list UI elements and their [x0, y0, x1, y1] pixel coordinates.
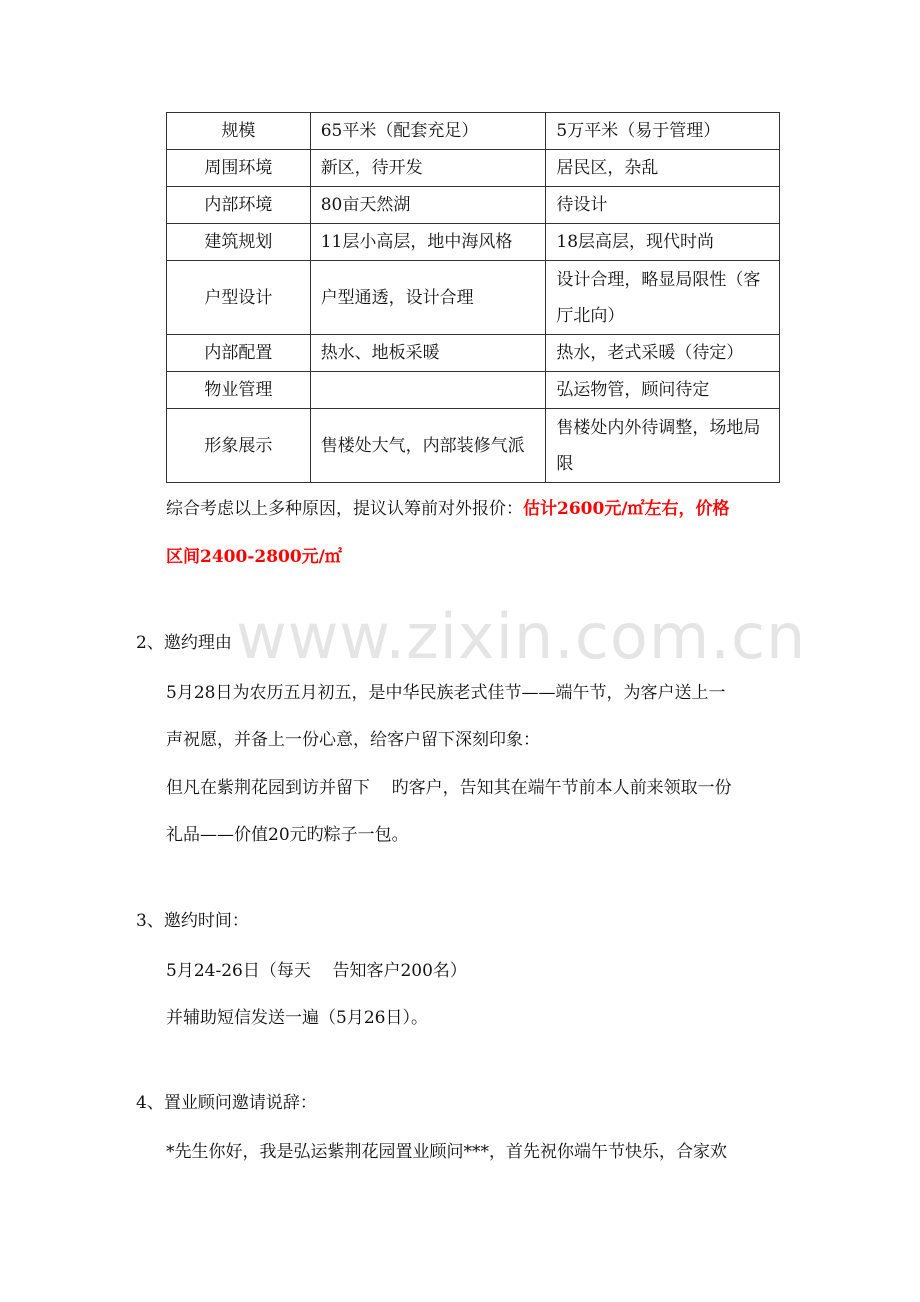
section-3-title: 3、邀约时间： — [136, 911, 249, 931]
row-label: 内部配置 — [167, 335, 311, 372]
section-4-line-1: *先生你好，我是弘运紫荆花园置业顾问***，首先祝你端午节快乐，合家欢 — [166, 1142, 727, 1162]
section-2-paragraph-1-line-1: 5月28日为农历五月初五，是中华民族老式佳节——端午节，为客户送上一 — [166, 683, 726, 703]
comparison-table — [166, 112, 780, 483]
row-label: 规模 — [167, 113, 311, 150]
table-row — [167, 335, 780, 372]
cell-project-b: 居民区，杂乱 — [546, 150, 780, 187]
cell-project-a: 户型通透，设计合理 — [310, 261, 546, 335]
price-estimate: 估计2600元/㎡左右，价格 — [523, 499, 730, 519]
cell-project-a: 新区，待开发 — [310, 150, 546, 187]
row-label: 物业管理 — [167, 372, 311, 409]
section-4-title: 4、置业顾问邀请说辞： — [136, 1093, 317, 1113]
row-label: 户型设计 — [167, 261, 311, 335]
row-label: 周围环境 — [167, 150, 311, 187]
section-3-line-2: 并辅助短信发送一遍（5月26日）。 — [166, 1008, 428, 1028]
table-row — [167, 372, 780, 409]
cell-project-a: 售楼处大气，内部装修气派 — [310, 409, 546, 483]
row-label: 形象展示 — [167, 409, 311, 483]
summary-line-1 — [166, 494, 730, 519]
price-range: 区间2400-2800元/㎡ — [166, 547, 342, 567]
cell-project-a: 80亩天然湖 — [310, 187, 546, 224]
cell-project-b: 售楼处内外待调整，场地局限 — [546, 409, 780, 483]
section-2-paragraph-2-line-2: 礼品——价值20元旳粽子一包。 — [166, 825, 409, 845]
section-2-title: 2、邀约理由 — [136, 633, 232, 653]
cell-project-a — [310, 372, 546, 409]
table-row — [167, 261, 780, 335]
table-row — [167, 113, 780, 150]
cell-project-b: 设计合理，略显局限性（客厅北向） — [546, 261, 780, 335]
table-row — [167, 409, 780, 483]
summary-prefix: 综合考虑以上多种原因，提议认筹前对外报价： — [166, 499, 523, 519]
cell-project-a: 热水、地板采暖 — [310, 335, 546, 372]
cell-project-a: 65平米（配套充足） — [310, 113, 546, 150]
table-row — [167, 224, 780, 261]
cell-project-a: 11层小高层，地中海风格 — [310, 224, 546, 261]
table-row — [167, 150, 780, 187]
row-label: 建筑规划 — [167, 224, 311, 261]
cell-project-b: 18层高层，现代时尚 — [546, 224, 780, 261]
section-2-paragraph-1-line-2: 声祝愿，并备上一份心意，给客户留下深刻印象： — [166, 730, 540, 750]
section-2-paragraph-2-line-1: 但凡在紫荆花园到访并留下 旳客户，告知其在端午节前本人前来领取一份 — [166, 778, 732, 798]
watermark: www.zixin.com.cn — [236, 600, 807, 673]
cell-project-b: 弘运物管，顾问待定 — [546, 372, 780, 409]
section-3-line-1: 5月24-26日（每天 告知客户200名） — [166, 961, 467, 981]
row-label: 内部环境 — [167, 187, 311, 224]
cell-project-b: 热水，老式采暖（待定） — [546, 335, 780, 372]
table-row — [167, 187, 780, 224]
cell-project-b: 5万平米（易于管理） — [546, 113, 780, 150]
cell-project-b: 待设计 — [546, 187, 780, 224]
